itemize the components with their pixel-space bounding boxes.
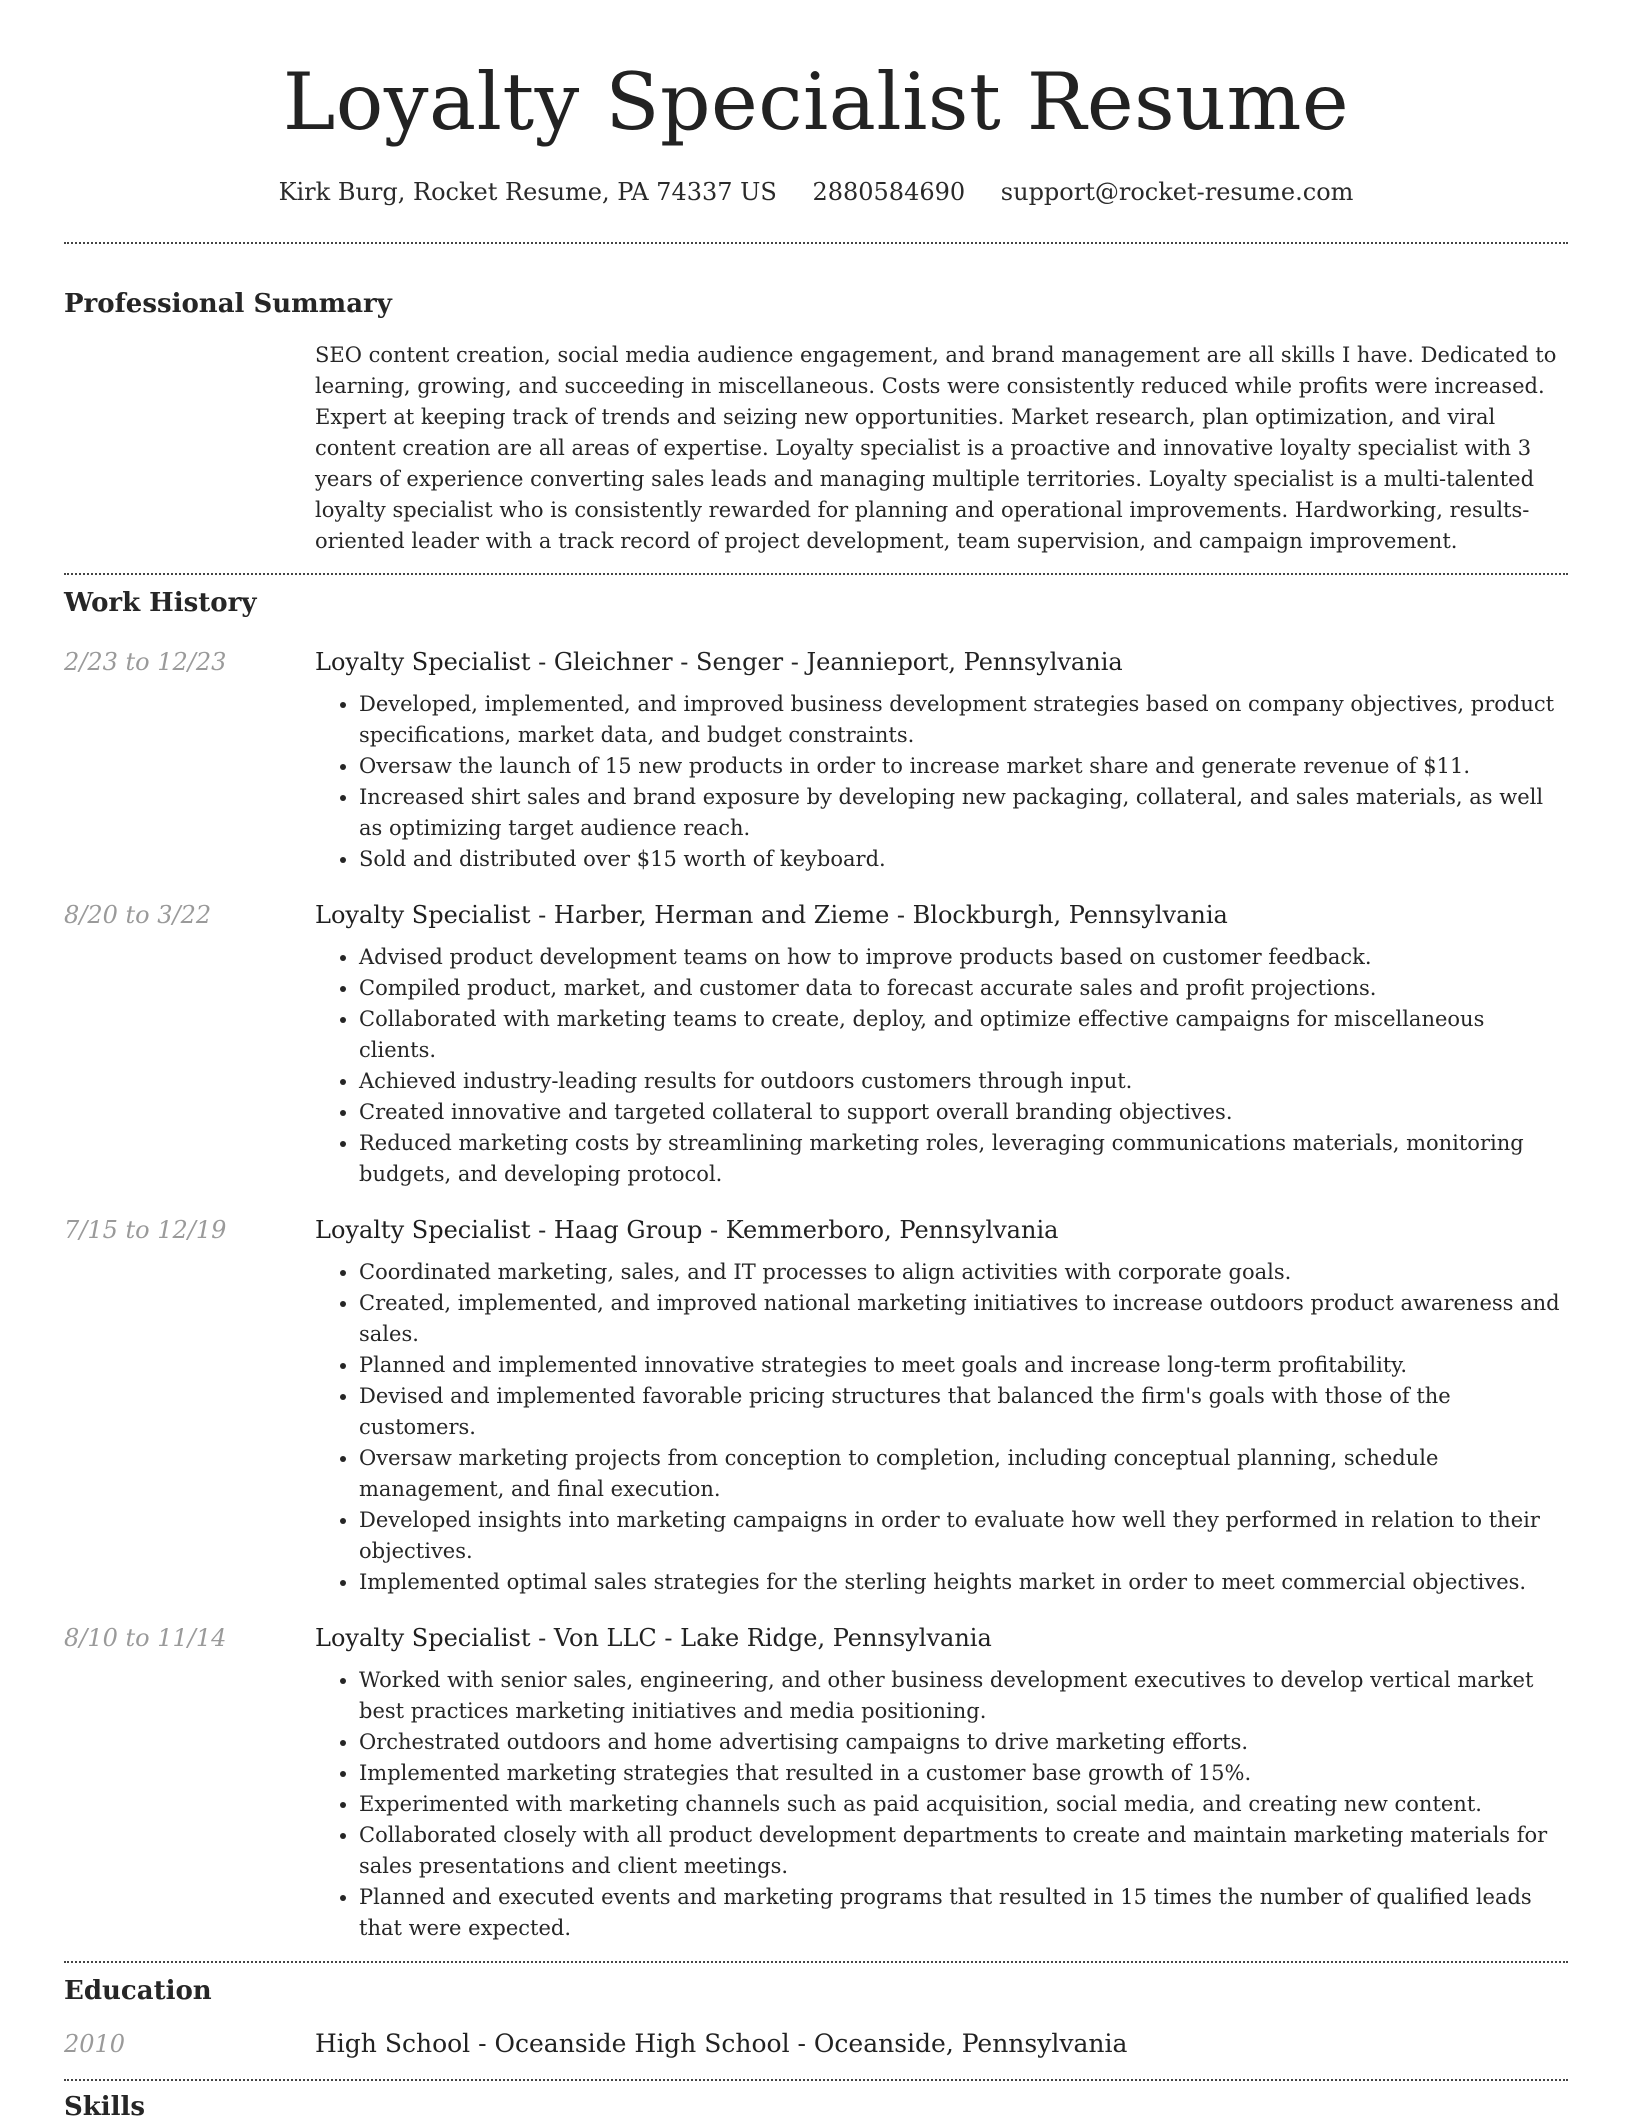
job-bullet: • Coordinated marketing, sales, and IT processes to align activities with corporate goals. xyxy=(359,1257,1568,1288)
contact-email: support@rocket-resume.com xyxy=(1000,178,1354,206)
contact-address: Kirk Burg, Rocket Resume, PA 74337 US xyxy=(278,178,777,206)
section-title-work-history: Work History xyxy=(64,588,257,618)
section-title-summary: Professional Summary xyxy=(64,289,392,319)
job-details xyxy=(315,898,1568,1190)
job-heading xyxy=(315,1213,1568,1247)
job-bullet: • Collaborated closely with all product development departments to create and maintain marketing materials for sales presentations and client meetings. xyxy=(359,1820,1568,1882)
resume-title: Loyalty Specialist Resume xyxy=(282,56,1350,148)
job-company-location: - Harber, Herman and Zieme - Blockburgh, Pennsylvania xyxy=(530,901,1228,929)
job-dates: 7/15 to 12/19 xyxy=(64,1216,227,1244)
job-heading xyxy=(315,645,1568,679)
job-bullet: • Developed insights into marketing campaigns in order to evaluate how well they performed in relation to their objectives. xyxy=(359,1505,1568,1567)
job-bullet: • Created innovative and targeted collateral to support overall branding objectives. xyxy=(359,1097,1568,1128)
job-company-location: - Haag Group - Kemmerboro, Pennsylvania xyxy=(530,1216,1059,1244)
education-year: 2010 xyxy=(64,2030,126,2058)
job-bullet: • Advised product development teams on how to improve products based on customer feedback. xyxy=(359,942,1568,973)
job-details xyxy=(315,645,1568,875)
job-bullet: • Sold and distributed over $15 worth of keyboard. xyxy=(359,844,1568,875)
job-bullet: • Worked with senior sales, engineering, and other business development executives to develop vertical market best practices marketing initiatives and media positioning. xyxy=(359,1665,1568,1727)
job-position: Loyalty Specialist xyxy=(315,1216,531,1244)
job-entry xyxy=(64,1213,1568,1598)
job-bullet: • Created, implemented, and improved national marketing initiatives to increase outdoors product awareness and sales. xyxy=(359,1288,1568,1350)
job-details xyxy=(315,1621,1568,1944)
divider xyxy=(64,2079,1568,2081)
job-bullets xyxy=(315,1257,1568,1598)
job-position: Loyalty Specialist xyxy=(315,901,531,929)
job-bullet: • Collaborated with marketing teams to create, deploy, and optimize effective campaigns for miscellaneous clients. xyxy=(359,1004,1568,1066)
divider xyxy=(64,573,1568,575)
job-dates: 8/20 to 3/22 xyxy=(64,901,212,929)
job-bullet: • Oversaw the launch of 15 new products in order to increase market share and generate revenue of $11. xyxy=(359,751,1568,782)
contact-phone: 2880584690 xyxy=(812,178,966,206)
job-bullet: • Reduced marketing costs by streamlining marketing roles, leveraging communications materials, monitoring budgets, and developing protocol. xyxy=(359,1128,1568,1190)
job-bullet: • Compiled product, market, and customer data to forecast accurate sales and profit projections. xyxy=(359,973,1568,1004)
job-dates: 8/10 to 11/14 xyxy=(64,1624,227,1652)
job-dates: 2/23 to 12/23 xyxy=(64,648,227,676)
job-bullet: • Planned and implemented innovative strategies to meet goals and increase long-term profitability. xyxy=(359,1350,1568,1381)
job-entry xyxy=(64,898,1568,1190)
section-title-education: Education xyxy=(64,1976,212,2006)
summary-text: SEO content creation, social media audience engagement, and brand management are all skills I have. Dedicated to learning, growing, and succeeding in miscellaneous. Costs were consistently reduced while profits were increased. Expert at keeping track of trends and seizing new opportunities. Market research, plan optimization, and viral content creation are all areas of expertise. Loyalty specialist is a proactive and innovative loyalty specialist with 3 years of experience converting sales leads and managing multiple territories. Loyalty specialist is a multi-talented loyalty specialist who is consistently rewarded for planning and operational improvements. Hardworking, results-oriented leader with a track record of project development, team supervision, and campaign improvement. xyxy=(315,343,1557,553)
job-bullet: • Devised and implemented favorable pricing structures that balanced the firm's goals with those of the customers. xyxy=(359,1381,1568,1443)
job-bullet: • Planned and executed events and marketing programs that resulted in 15 times the number of qualified leads that were expected. xyxy=(359,1882,1568,1944)
divider xyxy=(64,1961,1568,1963)
job-company-location: - Gleichner - Senger - Jeannieport, Pennsylvania xyxy=(530,648,1123,676)
job-position: Loyalty Specialist xyxy=(315,648,531,676)
job-bullet: • Increased shirt sales and brand exposure by developing new packaging, collateral, and sales materials, as well as optimizing target audience reach. xyxy=(359,782,1568,844)
section-title-skills: Skills xyxy=(64,2092,146,2122)
divider xyxy=(64,242,1568,244)
job-bullet: • Developed, implemented, and improved business development strategies based on company objectives, product specifications, market data, and budget constraints. xyxy=(359,689,1568,751)
job-bullet: • Implemented marketing strategies that resulted in a customer base growth of 15%. xyxy=(359,1758,1568,1789)
job-bullets xyxy=(315,689,1568,875)
work-history-list xyxy=(64,645,1568,1944)
job-bullets xyxy=(315,942,1568,1190)
education-degree: High School - Oceanside High School - Oceanside, Pennsylvania xyxy=(315,2029,1128,2058)
job-bullet: • Achieved industry-leading results for outdoors customers through input. xyxy=(359,1066,1568,1097)
job-heading xyxy=(315,898,1568,932)
job-company-location: - Von LLC - Lake Ridge, Pennsylvania xyxy=(530,1624,992,1652)
job-entry xyxy=(64,645,1568,875)
job-bullets xyxy=(315,1665,1568,1944)
job-position: Loyalty Specialist xyxy=(315,1624,531,1652)
job-entry xyxy=(64,1621,1568,1944)
job-bullet: • Orchestrated outdoors and home advertising campaigns to drive marketing efforts. xyxy=(359,1727,1568,1758)
job-heading xyxy=(315,1621,1568,1655)
job-bullet: • Experimented with marketing channels such as paid acquisition, social media, and creating new content. xyxy=(359,1789,1568,1820)
job-details xyxy=(315,1213,1568,1598)
job-bullet: • Oversaw marketing projects from conception to completion, including conceptual planning, schedule management, and final execution. xyxy=(359,1443,1568,1505)
education-entry xyxy=(64,2027,1568,2061)
contact-line xyxy=(64,174,1568,210)
job-bullet: • Implemented optimal sales strategies for the sterling heights market in order to meet commercial objectives. xyxy=(359,1567,1568,1598)
